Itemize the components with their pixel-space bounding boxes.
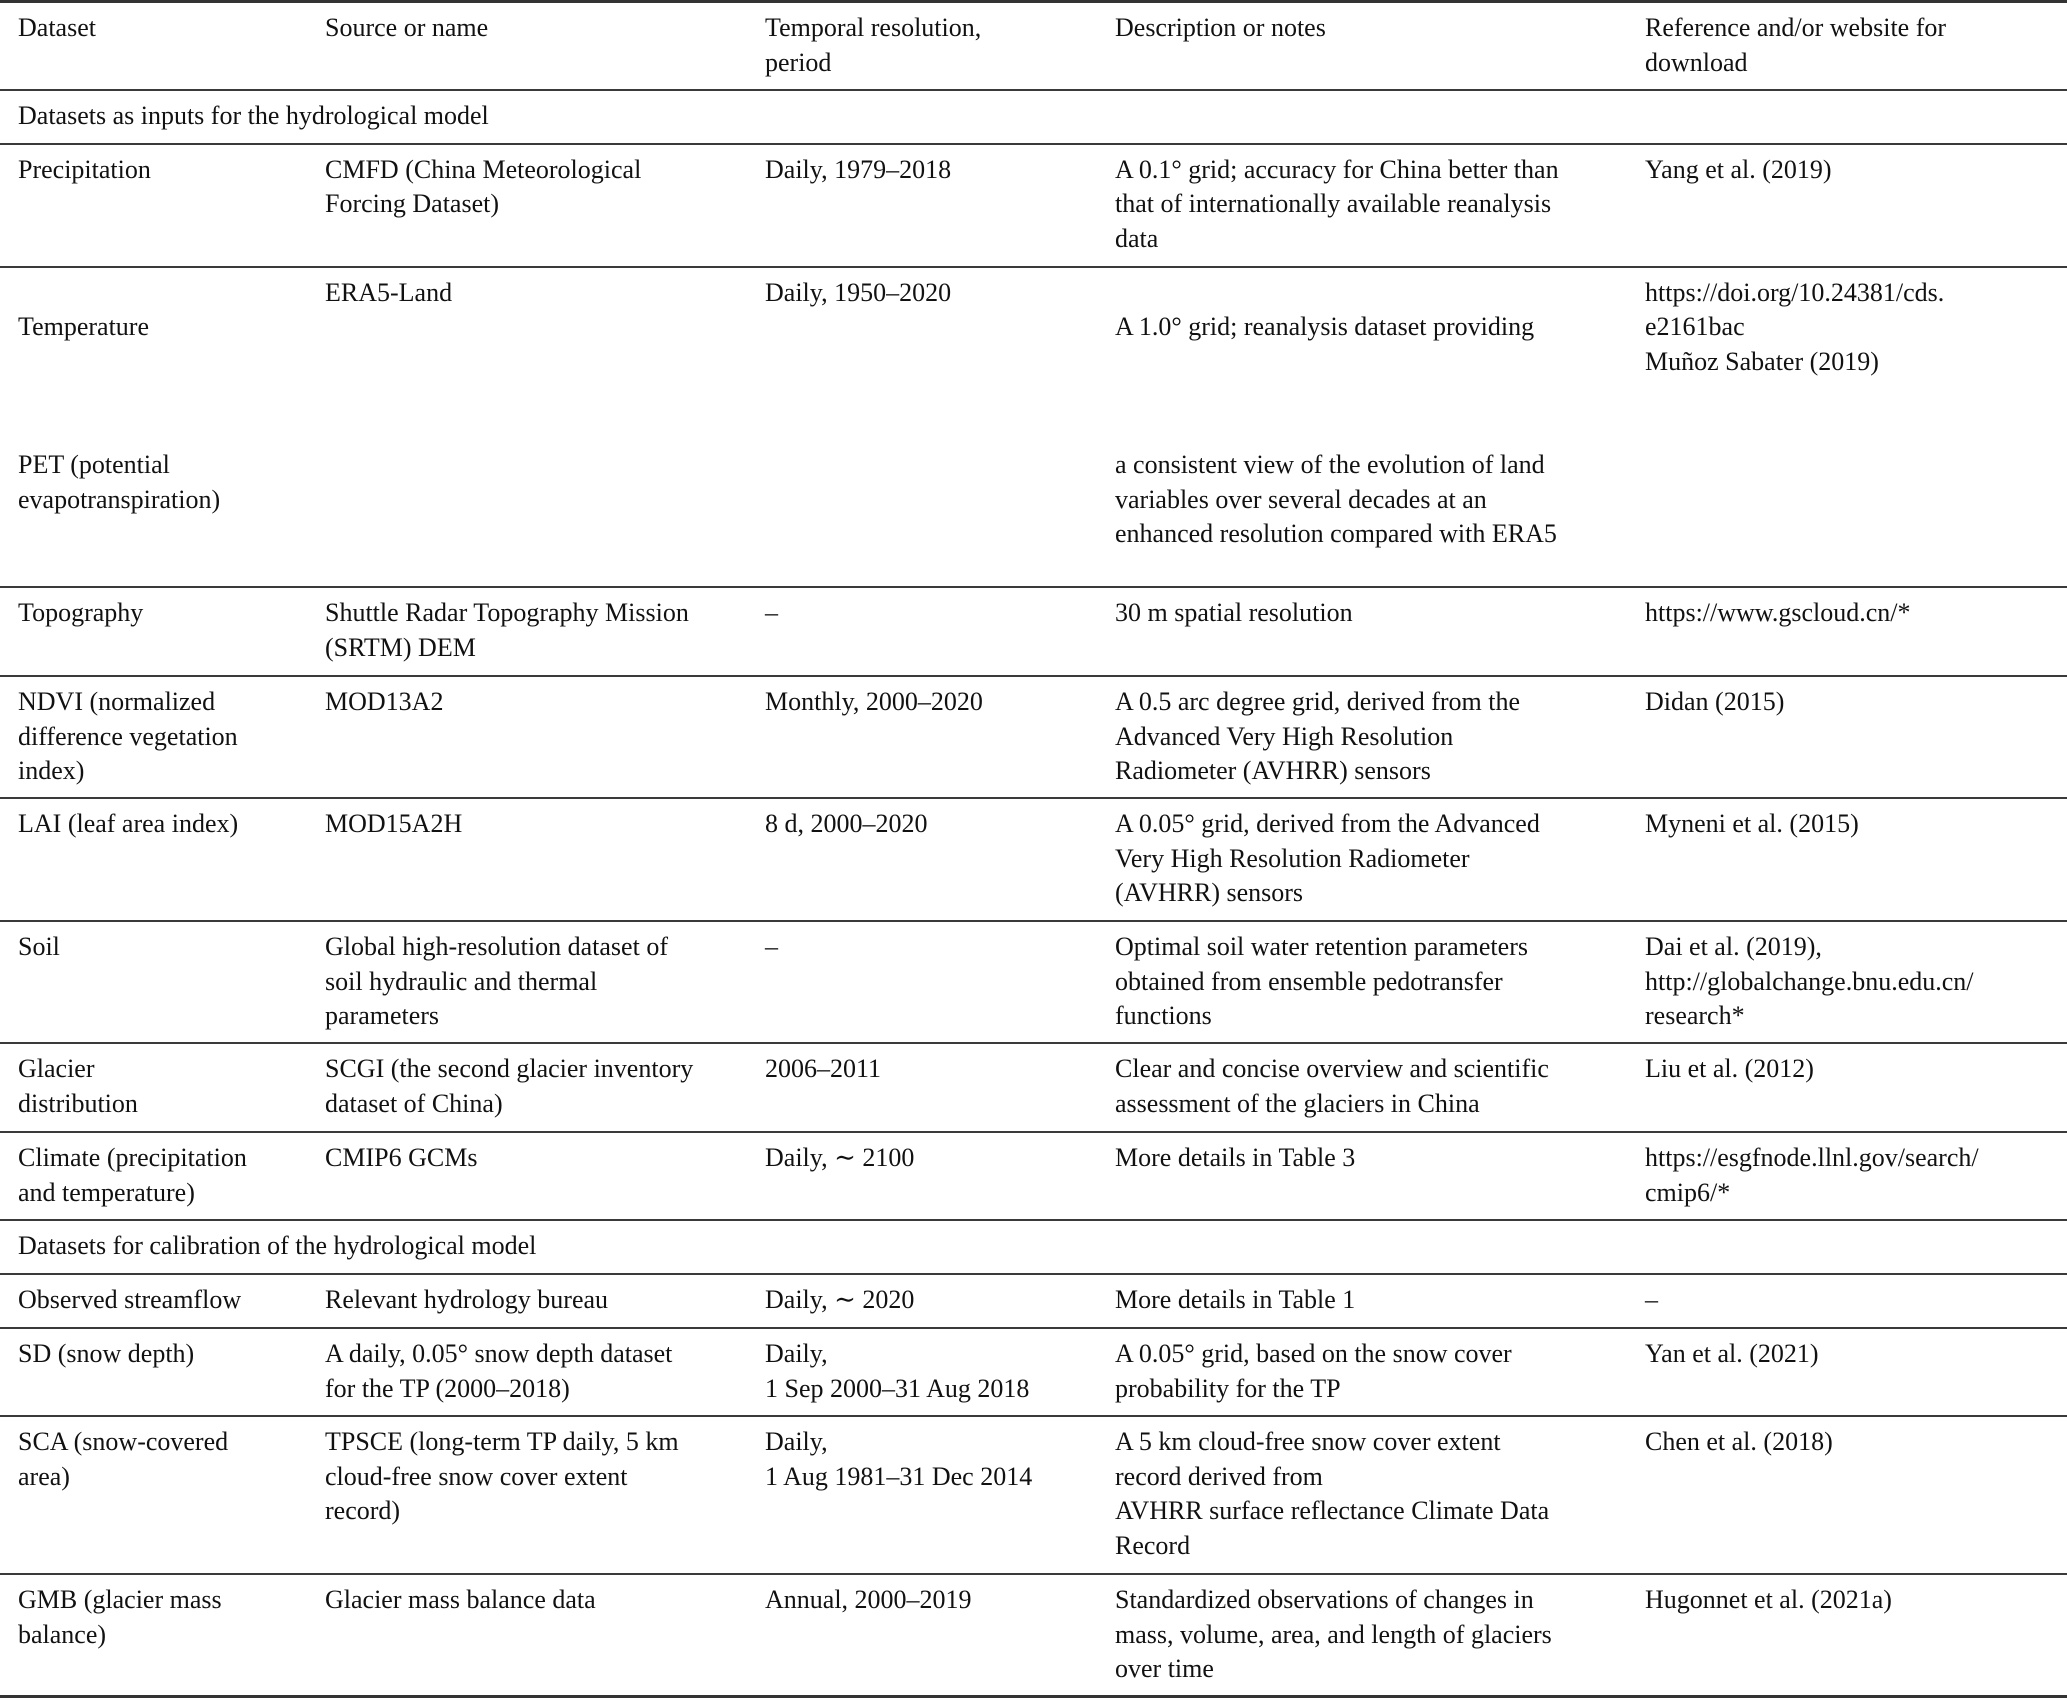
section-title-calibration: Datasets for calibration of the hydrological model	[0, 1220, 2067, 1274]
cell-dataset: Soil	[0, 921, 325, 1043]
cell-temporal: Daily, 1 Aug 1981–31 Dec 2014	[765, 1416, 1115, 1574]
table-row	[0, 1132, 2067, 1220]
cell-description: Clear and concise overview and scientific assessment of the glaciers in China	[1115, 1043, 1645, 1132]
cell-reference: Didan (2015)	[1645, 676, 2067, 798]
cell-temporal: Daily, ∼ 2020	[765, 1274, 1115, 1328]
table-row	[0, 1043, 2067, 1132]
cell-dataset: NDVI (normalized difference vegetation index)	[0, 676, 325, 798]
cell-reference: Yang et al. (2019)	[1645, 144, 2067, 267]
cell-reference: Yan et al. (2021)	[1645, 1328, 2067, 1416]
cell-source: CMFD (China Meteorological Forcing Dataset)	[325, 144, 765, 267]
cell-source: MOD15A2H	[325, 798, 765, 921]
cell-description: Standardized observations of changes in mass, volume, area, and length of glaciers over time	[1115, 1574, 1645, 1696]
section-title-inputs: Datasets as inputs for the hydrological model	[0, 90, 2067, 144]
cell-source: MOD13A2	[325, 676, 765, 798]
cell-description: A 0.5 arc degree grid, derived from the Advanced Very High Resolution Radiometer (AVHRR) sensors	[1115, 676, 1645, 798]
cell-temporal: Daily, 1979–2018	[765, 144, 1115, 267]
cell-reference: –	[1645, 1274, 2067, 1328]
cell-temporal: –	[765, 587, 1115, 676]
cell-temporal: Daily, 1950–2020	[765, 267, 1115, 588]
cell-source: Shuttle Radar Topography Mission (SRTM) DEM	[325, 587, 765, 676]
cell-temporal: –	[765, 921, 1115, 1043]
cell-description: More details in Table 1	[1115, 1274, 1645, 1328]
cell-dataset: Climate (precipitation and temperature)	[0, 1132, 325, 1220]
table-row	[0, 587, 2067, 676]
cell-description: A 0.1° grid; accuracy for China better than that of internationally available reanalysis data	[1115, 144, 1645, 267]
cell-source: ERA5-Land	[325, 267, 765, 588]
dataset-temperature: Temperature	[18, 312, 149, 341]
cell-description: 30 m spatial resolution	[1115, 587, 1645, 676]
cell-dataset: Topography	[0, 587, 325, 676]
cell-temporal: 2006–2011	[765, 1043, 1115, 1132]
cell-dataset	[0, 267, 325, 588]
table-header-row	[0, 2, 2067, 90]
cell-reference: https://esgfnode.llnl.gov/search/ cmip6/*	[1645, 1132, 2067, 1220]
cell-dataset: SCA (snow-covered area)	[0, 1416, 325, 1574]
cell-reference: Myneni et al. (2015)	[1645, 798, 2067, 921]
cell-reference: https://www.gscloud.cn/*	[1645, 587, 2067, 676]
header-description: Description or notes	[1115, 2, 1645, 90]
cell-temporal: 8 d, 2000–2020	[765, 798, 1115, 921]
cell-temporal: Monthly, 2000–2020	[765, 676, 1115, 798]
cell-description: A 0.05° grid, based on the snow cover probability for the TP	[1115, 1328, 1645, 1416]
cell-reference: Hugonnet et al. (2021a)	[1645, 1574, 2067, 1696]
table-row	[0, 921, 2067, 1043]
cell-reference: https://doi.org/10.24381/cds. e2161bac Muñoz Sabater (2019)	[1645, 267, 2067, 588]
table-row	[0, 676, 2067, 798]
header-temporal: Temporal resolution, period	[765, 2, 1115, 90]
cell-source: A daily, 0.05° snow depth dataset for the TP (2000–2018)	[325, 1328, 765, 1416]
table-row	[0, 144, 2067, 267]
cell-source: Glacier mass balance data	[325, 1574, 765, 1696]
description-part-2: a consistent view of the evolution of land variables over several decades at an enhanced resolution compared with ERA5	[1115, 450, 1557, 548]
table-row	[0, 798, 2067, 921]
table-row	[0, 1274, 2067, 1328]
cell-description: Optimal soil water retention parameters obtained from ensemble pedotransfer functions	[1115, 921, 1645, 1043]
cell-reference: Liu et al. (2012)	[1645, 1043, 2067, 1132]
section-header-row	[0, 1220, 2067, 1274]
section-header-row	[0, 90, 2067, 144]
cell-reference: Chen et al. (2018)	[1645, 1416, 2067, 1574]
cell-source: Global high-resolution dataset of soil hydraulic and thermal parameters	[325, 921, 765, 1043]
table-row	[0, 1574, 2067, 1696]
description-part-1: A 1.0° grid; reanalysis dataset providing	[1115, 312, 1535, 341]
cell-temporal: Annual, 2000–2019	[765, 1574, 1115, 1696]
cell-source: TPSCE (long-term TP daily, 5 km cloud-free snow cover extent record)	[325, 1416, 765, 1574]
cell-source: CMIP6 GCMs	[325, 1132, 765, 1220]
table-row	[0, 1328, 2067, 1416]
dataset-pet: PET (potential evapotranspiration)	[18, 450, 221, 514]
cell-description: A 0.05° grid, derived from the Advanced Very High Resolution Radiometer (AVHRR) sensors	[1115, 798, 1645, 921]
cell-description: More details in Table 3	[1115, 1132, 1645, 1220]
cell-description: A 5 km cloud-free snow cover extent record derived from AVHRR surface reflectance Climate Data Record	[1115, 1416, 1645, 1574]
header-source: Source or name	[325, 2, 765, 90]
cell-temporal: Daily, 1 Sep 2000–31 Aug 2018	[765, 1328, 1115, 1416]
cell-dataset: GMB (glacier mass balance)	[0, 1574, 325, 1696]
cell-dataset: Observed streamflow	[0, 1274, 325, 1328]
cell-reference: Dai et al. (2019), http://globalchange.bnu.edu.cn/ research*	[1645, 921, 2067, 1043]
table-row	[0, 1416, 2067, 1574]
cell-source: SCGI (the second glacier inventory dataset of China)	[325, 1043, 765, 1132]
header-reference: Reference and/or website for download	[1645, 2, 2067, 90]
cell-dataset: LAI (leaf area index)	[0, 798, 325, 921]
cell-description	[1115, 267, 1645, 588]
cell-dataset: Precipitation	[0, 144, 325, 267]
cell-source: Relevant hydrology bureau	[325, 1274, 765, 1328]
table-row	[0, 267, 2067, 588]
cell-dataset: SD (snow depth)	[0, 1328, 325, 1416]
cell-dataset: Glacier distribution	[0, 1043, 325, 1132]
cell-temporal: Daily, ∼ 2100	[765, 1132, 1115, 1220]
header-dataset: Dataset	[0, 2, 325, 90]
